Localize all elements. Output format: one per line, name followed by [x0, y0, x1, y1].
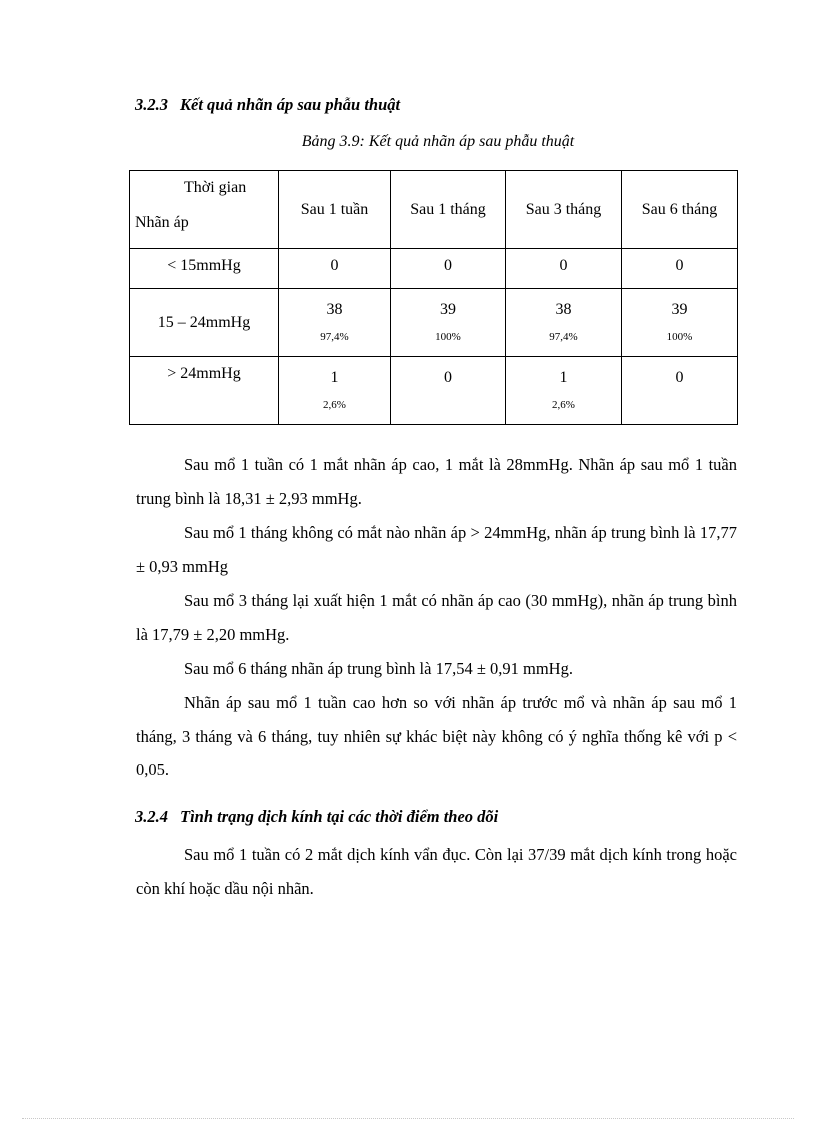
count-value: 39: [440, 300, 456, 318]
data-cell: [279, 357, 391, 425]
row-label: 15 – 24mmHg: [130, 289, 279, 357]
paragraph: Nhãn áp sau mổ 1 tuần cao hơn so với nhãn áp trước mổ và nhãn áp sau mổ 1 tháng, 3 tháng và 6 tháng, tuy nhiên sự khác biệt này không có ý nghĩa thống kê với p < 0,05.: [136, 693, 737, 779]
corner-time-label: Thời gian: [184, 179, 247, 196]
section-heading-3-2-3: [135, 95, 400, 115]
count-cell: 0: [506, 249, 622, 289]
data-cell: [391, 289, 506, 357]
percent-value: [391, 399, 505, 413]
data-cell: [506, 289, 622, 357]
data-cell: [622, 289, 738, 357]
page-bottom-rule: [22, 1118, 794, 1119]
count-cell: 0: [622, 249, 738, 289]
paragraph: Sau mổ 6 tháng nhãn áp trung bình là 17,54 ± 0,91 mmHg.: [184, 659, 573, 678]
count-value: 1: [330, 368, 339, 386]
count-cell: 0: [391, 249, 506, 289]
section-heading-3-2-4: [135, 807, 498, 827]
row-label: > 24mmHg: [130, 357, 279, 425]
table-row: [130, 357, 738, 425]
data-cell: [279, 289, 391, 357]
row-label: < 15mmHg: [130, 249, 279, 289]
column-header: Sau 1 tuần: [279, 171, 391, 249]
count-value: 39: [671, 300, 688, 318]
table-caption: Bảng 3.9: Kết quả nhãn áp sau phẫu thuật: [301, 133, 575, 150]
percent-value: 97,4%: [320, 330, 349, 343]
pressure-results-table: [129, 170, 738, 425]
section-title: Tình trạng dịch kính tại các thời điểm theo dõi: [180, 807, 499, 826]
table-row: [130, 289, 738, 357]
count-value: 0: [675, 368, 684, 386]
count-value: 0: [444, 368, 452, 386]
column-header: Sau 6 tháng: [622, 171, 738, 249]
column-header: Sau 3 tháng: [506, 171, 622, 249]
count-value: 38: [326, 300, 343, 318]
data-cell: [391, 357, 506, 425]
column-header: Sau 1 tháng: [391, 171, 506, 249]
paragraph: Sau mổ 1 tháng không có mắt nào nhãn áp > 24mmHg, nhãn áp trung bình là 17,77 ± 0,93 mmHg: [136, 523, 737, 576]
percent-value: 100%: [435, 330, 461, 343]
percent-value: 97,4%: [549, 330, 578, 343]
percent-value: [622, 399, 737, 413]
section-number: 3.2.4: [135, 807, 168, 826]
count-value: 1: [559, 368, 568, 386]
paragraph: Sau mổ 1 tuần có 2 mắt dịch kính vẩn đục. Còn lại 37/39 mắt dịch kính trong hoặc còn khí hoặc dầu nội nhãn.: [136, 845, 737, 898]
count-value: 38: [555, 300, 572, 318]
count-cell: 0: [279, 249, 391, 289]
percent-value: 2,6%: [552, 398, 575, 411]
table-header-row: [130, 171, 738, 249]
data-cell: [622, 357, 738, 425]
paragraph: Sau mổ 3 tháng lại xuất hiện 1 mắt có nhãn áp cao (30 mmHg), nhãn áp trung bình là 17,79 ± 2,20 mmHg.: [136, 591, 737, 644]
table-corner-cell: [130, 171, 279, 249]
percent-value: 2,6%: [323, 398, 346, 411]
percent-value: 100%: [666, 330, 693, 343]
section-title: Kết quả nhãn áp sau phẫu thuật: [180, 95, 401, 114]
paragraph: Sau mổ 1 tuần có 1 mắt nhãn áp cao, 1 mắt là 28mmHg. Nhãn áp sau mổ 1 tuần trung bình là 18,31 ± 2,93 mmHg.: [136, 455, 737, 508]
corner-pressure-label: Nhãn áp: [135, 214, 189, 231]
table-row: [130, 249, 738, 289]
section-number: 3.2.3: [135, 95, 168, 114]
data-cell: [506, 357, 622, 425]
